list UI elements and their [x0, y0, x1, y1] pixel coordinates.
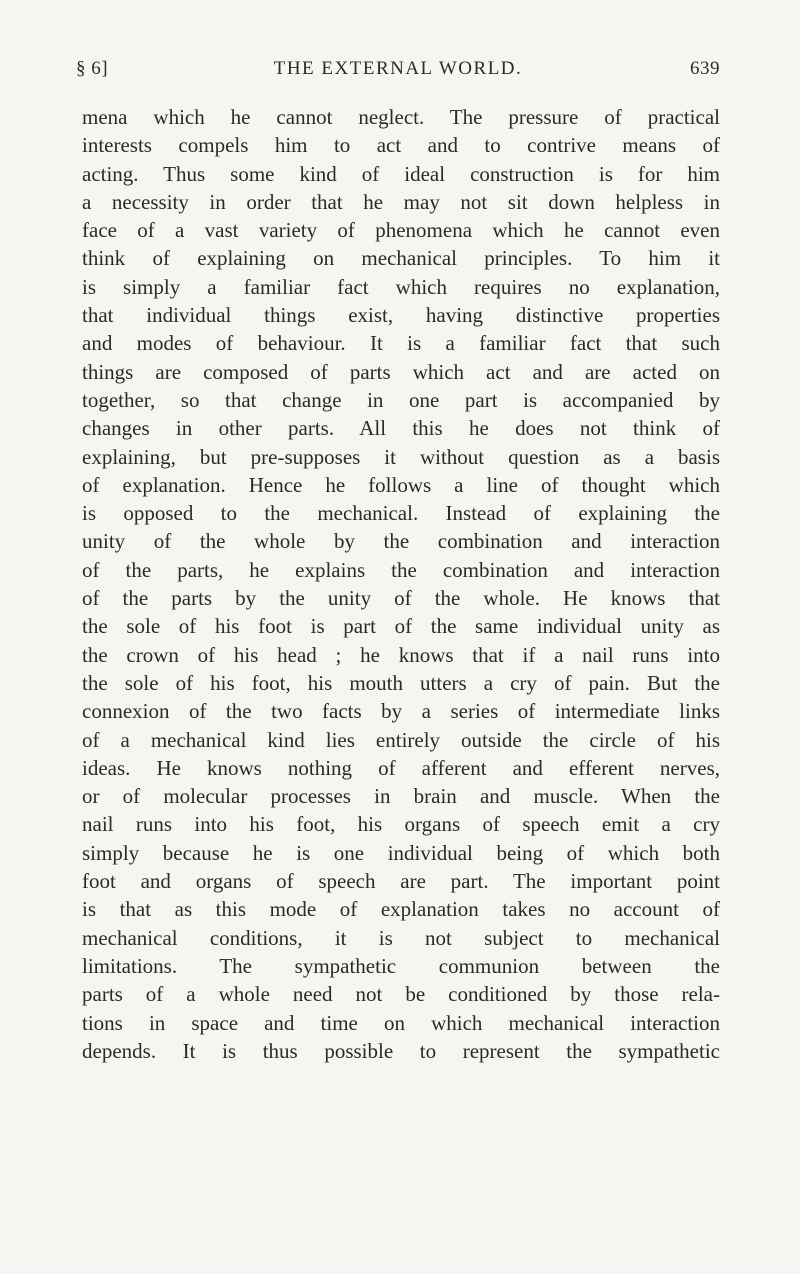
text-line: a necessity in order that he may not sit down helpless in — [82, 189, 720, 214]
text-line: depends. It is thus possible to represent the sympathetic — [82, 1038, 720, 1063]
running-header — [76, 58, 720, 88]
text-line: simply because he is one individual being of which both — [82, 840, 720, 865]
text-line: unity of the whole by the combination and interaction — [82, 529, 720, 554]
text-line: the sole of his foot, his mouth utters a cry of pain. But the — [82, 670, 720, 695]
page-number: 639 — [690, 58, 720, 79]
text-line: that individual things exist, having distinctive properties — [82, 303, 720, 328]
text-line: and modes of behaviour. It is a familiar fact that such — [82, 331, 720, 356]
text-line: of a mechanical kind lies entirely outside the circle of his — [82, 727, 720, 752]
text-line: the crown of his head ; he knows that if a nail runs into — [82, 642, 720, 667]
text-line: parts of a whole need not be conditioned by those rela- — [82, 982, 720, 1007]
text-line: ideas. He knows nothing of afferent and efferent nerves, — [82, 755, 720, 780]
text-line: is simply a familiar fact which requires no explanation, — [82, 274, 720, 299]
text-line: together, so that change in one part is accompanied by — [82, 387, 720, 412]
text-line: face of a vast variety of phenomena which he cannot even — [82, 218, 720, 243]
text-line: connexion of the two facts by a series of intermediate links — [82, 699, 720, 724]
text-line: mechanical conditions, it is not subject to mechanical — [82, 925, 720, 950]
text-line: acting. Thus some kind of ideal construction is for him — [82, 161, 720, 186]
text-line: tions in space and time on which mechanical interaction — [82, 1010, 720, 1035]
text-line: things are composed of parts which act and are acted on — [82, 359, 720, 384]
text-line: nail runs into his foot, his organs of speech emit a cry — [82, 812, 720, 837]
text-line: think of explaining on mechanical principles. To him it — [82, 246, 720, 271]
body-text — [82, 103, 720, 1065]
text-line: interests compels him to act and to contrive means of — [82, 133, 720, 158]
text-line: mena which he cannot neglect. The pressure of practical — [82, 105, 720, 129]
running-title: THE EXTERNAL WORLD. — [273, 58, 523, 79]
text-line: of the parts, he explains the combination and interaction — [82, 557, 720, 582]
text-line: or of molecular processes in brain and muscle. When the — [82, 784, 720, 809]
text-line: is opposed to the mechanical. Instead of explaining the — [82, 501, 720, 526]
text-line: explaining, but pre-supposes it without question as a basis — [82, 444, 720, 469]
section-marker: § 6] — [76, 58, 109, 79]
text-line: of explanation. Hence he follows a line of thought which — [82, 472, 720, 497]
text-line: of the parts by the unity of the whole. He knows that — [82, 586, 720, 611]
text-line: is that as this mode of explanation takes no account of — [82, 897, 720, 922]
text-line: changes in other parts. All this he does not think of — [82, 416, 720, 441]
text-line: the sole of his foot is part of the same individual unity as — [82, 614, 720, 639]
text-line: foot and organs of speech are part. The important point — [82, 869, 720, 894]
text-line: limitations. The sympathetic communion between the — [82, 953, 720, 978]
